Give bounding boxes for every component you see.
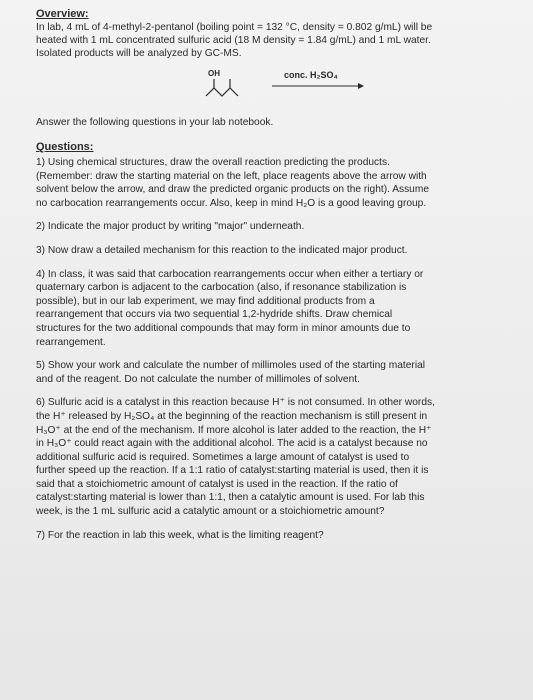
question-line: 7) For the reaction in lab this week, what is the limiting reagent? [36, 529, 324, 541]
question-6 [36, 396, 519, 518]
question-line: additional sulfuric acid is required. Sometimes a large amount of catalyst is used to [36, 451, 410, 463]
question-line: no carbocation rearrangements occur. Also, keep in mind H₂O is a good leaving group. [36, 197, 427, 209]
questions-heading: Questions: [36, 141, 94, 153]
question-line: further speed up the reaction. If a 1:1 ratio of catalyst:starting material is used, then it is [36, 465, 429, 477]
question-line: rearrangement. [36, 336, 106, 348]
arrow-right-icon [272, 82, 364, 90]
overview-line: heated with 1 mL concentrated sulfuric acid (18 M density = 1.84 g/mL) and 1 mL water. [36, 35, 431, 46]
overview-line: Isolated products will be analyzed by GC-MS. [36, 48, 242, 59]
hydroxyl-label: OH [208, 69, 220, 78]
question-4 [36, 268, 519, 350]
skeletal-structure-icon [204, 66, 264, 106]
question-5 [36, 359, 519, 386]
question-line: solvent below the arrow, and draw the predicted organic products on the right). Assume [36, 184, 430, 196]
question-line: quaternary carbon is adjacent to the carbocation (also, if resonance stabilization is [36, 282, 407, 294]
question-line: rearrangement that occurs via two sequential 1,2-hydride shifts. Draw chemical [36, 309, 393, 321]
question-2 [36, 220, 519, 234]
question-line: 3) Now draw a detailed mechanism for this reaction to the indicated major product. [36, 244, 408, 256]
question-3 [36, 244, 519, 258]
reaction-scheme [36, 66, 519, 110]
overview-paragraph [36, 21, 519, 60]
4-methyl-2-pentanol-structure [204, 66, 264, 106]
question-line: week, is the 1 mL sulfuric acid a catalytic amount or a stoichiometric amount? [36, 506, 385, 518]
reaction-arrow [272, 70, 364, 96]
question-line: structures for the two additional compounds that may form in minor amounts due to [36, 322, 411, 334]
question-line: 2) Indicate the major product by writing "major" underneath. [36, 221, 305, 233]
question-line: 1) Using chemical structures, draw the overall reaction predicting the products. [36, 157, 390, 168]
question-line: catalyst:starting material is lower than 1:1, then a catalytic amount is used. For lab this [36, 492, 425, 504]
question-7 [36, 529, 519, 543]
question-line: in H₃O⁺ could react again with the additional alcohol. The acid is a catalyst because no [36, 438, 428, 450]
question-line: possible), but in our lab experiment, we may find additional products from a [36, 295, 375, 307]
question-line: 5) Show your work and calculate the number of millimoles used of the starting material [36, 360, 426, 372]
reagent-label: conc. H₂SO₄ [284, 70, 338, 80]
question-line: 6) Sulfuric acid is a catalyst in this reaction because H⁺ is not consumed. In other words, [36, 397, 435, 409]
overview-heading: Overview: [36, 8, 89, 20]
question-line: 4) In class, it was said that carbocation rearrangements occur when either a tertiary or [36, 268, 424, 280]
overview-line: In lab, 4 mL of 4-methyl-2-pentanol (boiling point = 132 °C, density = 0.802 g/mL) will be [36, 22, 433, 33]
question-line: (Remember: draw the starting material on the left, place reagents above the arrow with [36, 170, 427, 182]
question-line: H₃O⁺ at the end of the mechanism. If more alcohol is later added to the reaction, the H⁺ [36, 424, 432, 436]
question-line: the H⁺ released by H₂SO₄ at the beginning of the reaction mechanism is still present in [36, 410, 428, 422]
answer-prompt: Answer the following questions in your lab notebook. [36, 117, 274, 128]
question-line: said that a stoichiometric amount of catalyst is used in the reaction. If the ratio of [36, 478, 398, 490]
question-1 [36, 156, 519, 210]
question-line: and of the reagent. Do not calculate the number of millimoles of solvent. [36, 373, 360, 385]
